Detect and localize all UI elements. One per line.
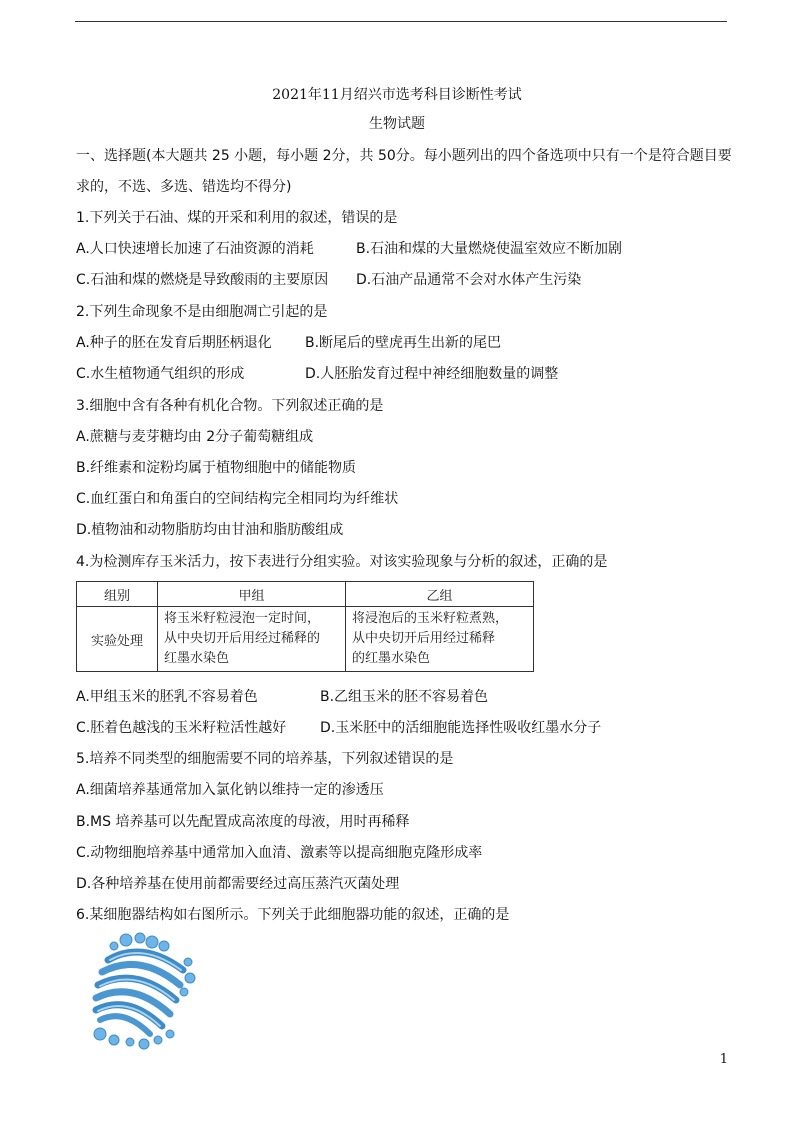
section-heading-line1: 一、选择题(本大题共 25 小题，每小题 2分，共 50分。每小题列出的四个备选项中只有一个是符合题目要 bbox=[76, 148, 732, 164]
golgi-apparatus-figure bbox=[88, 930, 198, 1050]
table-row-label: 实验处理 bbox=[77, 607, 158, 672]
q1-stem: 1.下列关于石油、煤的开采和利用的叙述，错误的是 bbox=[76, 210, 398, 226]
q3-option-c: C.血红蛋白和角蛋白的空间结构完全相同均为纤维状 bbox=[76, 491, 399, 507]
q5-option-b: B.MS 培养基可以先配置成高浓度的母液，用时再稀释 bbox=[76, 814, 410, 830]
table-row bbox=[77, 607, 534, 672]
table-header-jia: 甲组 bbox=[158, 582, 346, 607]
exam-subtitle: 生物试题 bbox=[369, 116, 425, 132]
q5-option-d: D.各种培养基在使用前都需要经过高压蒸汽灭菌处理 bbox=[76, 876, 400, 892]
table-cell-jia-line3: 红墨水染色 bbox=[164, 651, 230, 666]
q5-option-c: C.动物细胞培养基中通常加入血清、激素等以提高细胞克隆形成率 bbox=[76, 845, 483, 861]
table-cell-yi-line3: 的红墨水染色 bbox=[352, 651, 431, 666]
q1-option-b: B.石油和煤的大量燃烧使温室效应不断加剧 bbox=[356, 241, 623, 257]
q2-option-b: B.断尾后的壁虎再生出新的尾巴 bbox=[305, 335, 502, 351]
q2-option-c: C.水生植物通气组织的形成 bbox=[76, 366, 245, 382]
table-cell-jia-line1: 将玉米籽粒浸泡一定时间， bbox=[164, 611, 321, 626]
q4-stem: 4.为检测库存玉米活力，按下表进行分组实验。对该实验现象与分析的叙述，正确的是 bbox=[76, 554, 608, 570]
q1-option-c: C.石油和煤的燃烧是导致酸雨的主要原因 bbox=[76, 272, 329, 288]
q4-option-a: A.甲组玉米的胚乳不容易着色 bbox=[76, 689, 258, 705]
q2-option-a: A.种子的胚在发育后期胚柄退化 bbox=[76, 335, 272, 351]
exam-title: 2021年11月绍兴市选考科目诊断性考试 bbox=[272, 87, 522, 103]
table-header-group: 组别 bbox=[77, 582, 158, 607]
header-rule bbox=[75, 21, 727, 22]
page-number: 1 bbox=[719, 1052, 728, 1067]
table-cell-yi-line1: 将浸泡后的玉米籽粒煮熟， bbox=[352, 611, 509, 626]
q6-stem: 6.某细胞器结构如右图所示。下列关于此细胞器功能的叙述，正确的是 bbox=[76, 907, 510, 923]
q1-option-d: D.石油产品通常不会对水体产生污染 bbox=[356, 272, 582, 288]
section-heading-line2: 求的，不选、多选、错选均不得分) bbox=[76, 179, 292, 195]
q3-option-a: A.蔗糖与麦芽糖均由 2分子葡萄糖组成 bbox=[76, 429, 314, 445]
q3-option-d: D.植物油和动物脂肪均由甘油和脂肪酸组成 bbox=[76, 522, 344, 538]
table-cell-yi bbox=[346, 607, 534, 672]
q2-stem: 2.下列生命现象不是由细胞凋亡引起的是 bbox=[76, 304, 328, 320]
cisterna-6 bbox=[100, 1016, 150, 1034]
q3-stem: 3.细胞中含有各种有机化合物。下列叙述正确的是 bbox=[76, 398, 384, 414]
experiment-table bbox=[76, 581, 534, 672]
q5-stem: 5.培养不同类型的细胞需要不同的培养基，下列叙述错误的是 bbox=[76, 751, 454, 767]
table-cell-jia bbox=[158, 607, 346, 672]
table-cell-jia-line2: 从中央切开后用经过稀释的 bbox=[164, 631, 321, 646]
q1-option-a: A.人口快速增长加速了石油资源的消耗 bbox=[76, 241, 314, 257]
table-cell-yi-line2: 从中央切开后用经过稀释 bbox=[352, 631, 496, 646]
table-header-yi: 乙组 bbox=[346, 582, 534, 607]
q4-option-c: C.胚着色越浅的玉米籽粒活性越好 bbox=[76, 720, 287, 736]
table-header-row bbox=[77, 582, 534, 607]
q4-option-d: D.玉米胚中的活细胞能选择性吸收红墨水分子 bbox=[320, 720, 602, 736]
q2-option-d: D.人胚胎发育过程中神经细胞数量的调整 bbox=[305, 366, 559, 382]
q3-option-b: B.纤维素和淀粉均属于植物细胞中的储能物质 bbox=[76, 460, 357, 476]
q4-option-b: B.乙组玉米的胚不容易着色 bbox=[320, 689, 489, 705]
q5-option-a: A.细菌培养基通常加入氯化钠以维持一定的渗透压 bbox=[76, 782, 384, 798]
